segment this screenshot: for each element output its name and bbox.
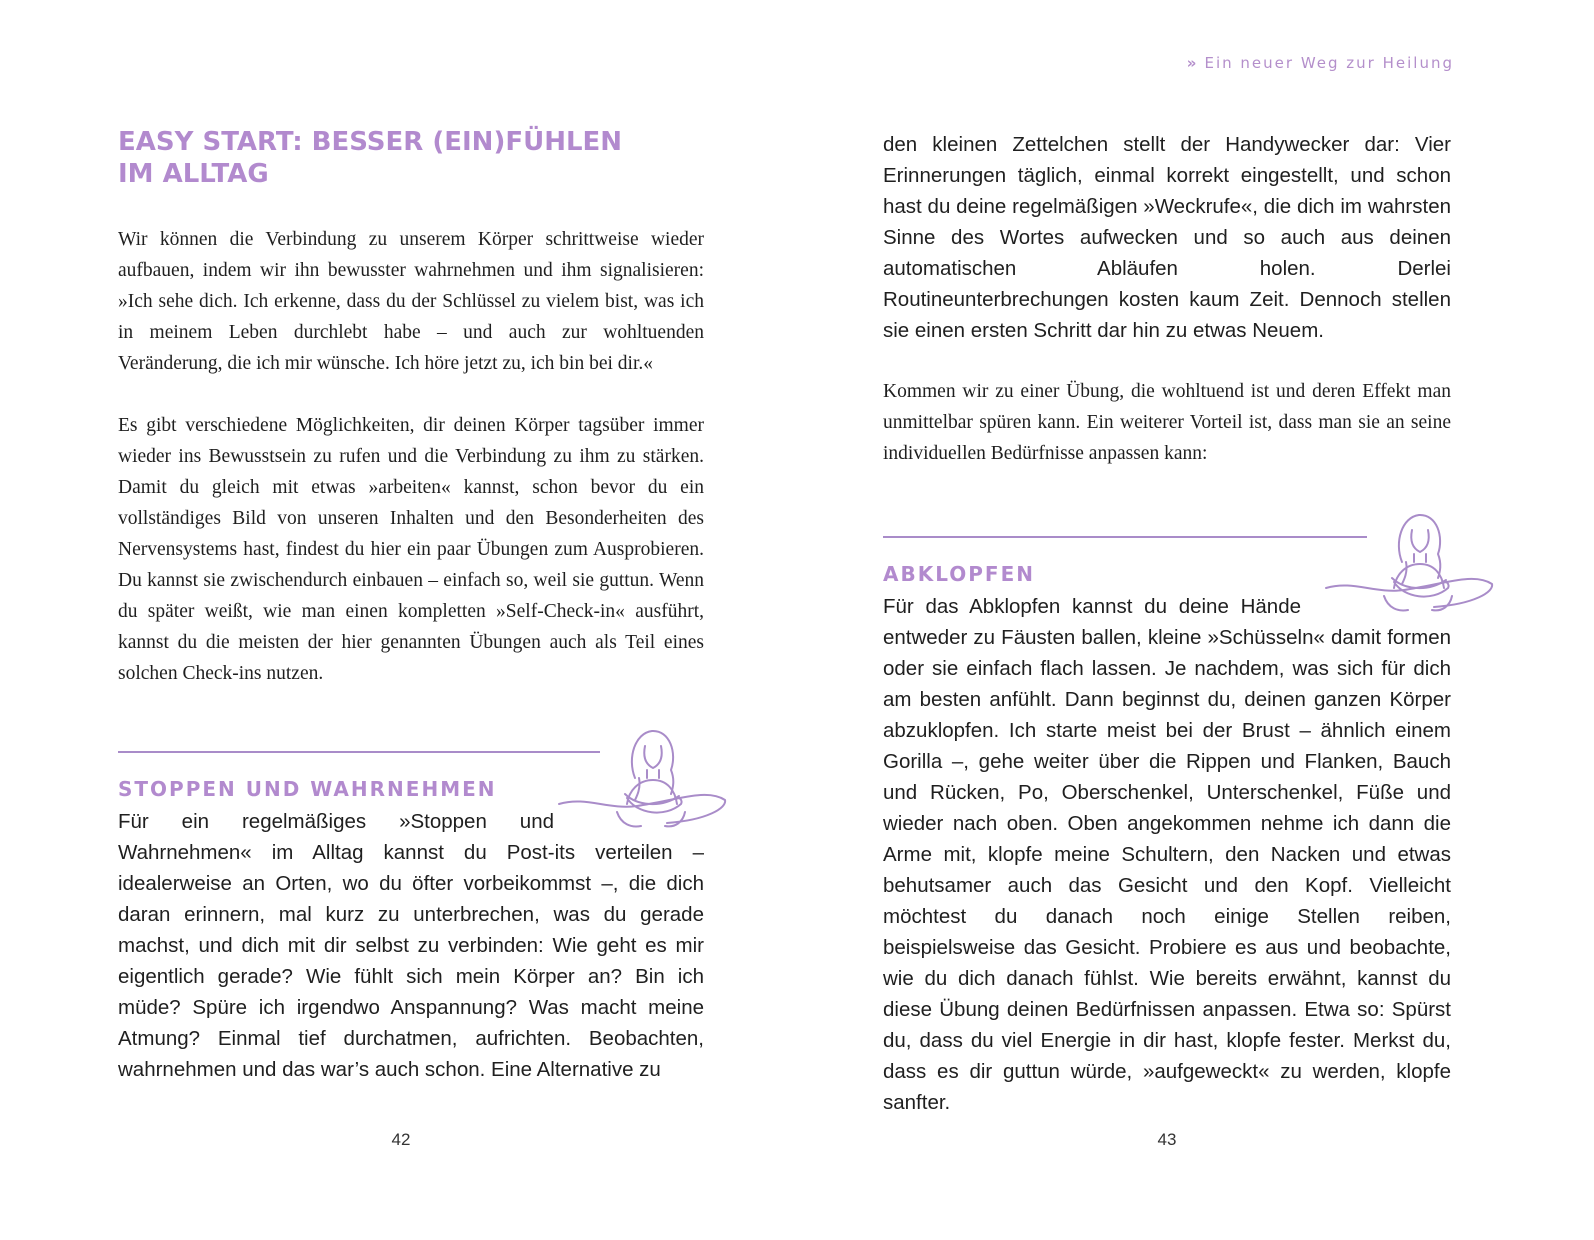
right-page: [797, 0, 1594, 1240]
running-head-text: Ein neuer Weg zur Heilung: [1204, 54, 1454, 72]
intro-paragraph: Wir können die Verbindung zu unserem Körper schrittweise wieder aufbauen, indem wir ihn bewusster wahrnehmen und ihm signalisieren: »Ich sehe dich. Ich erkenne, dass du der Schlüssel zu vielem bist, was ich in meinem Leben durchlebt habe – und auch zur wohltuenden Veränderung, die ich mir wünsche. Ich höre jetzt zu, ich bin bei dir.«: [118, 229, 704, 374]
section-divider: [883, 536, 1367, 538]
exercise-text-abklopfen-content: Für das Abklopfen kannst du deine Hände entweder zu Fäusten ballen, kleine »Schüsseln« damit formen oder sie einfach flach lassen. Je nachdem, was sich für dich am besten anfühlt. Dann beginnst du, deinen ganzen Körper abzuklopfen. Ich starte meist bei der Brust – ähnlich einem Gorilla –, gehe weiter über die Rippen und Flanken, Bauch und Rücken, Po, Oberschenkel, Unterschenkel, Füße und wieder nach oben. Oben angekommen nehme ich dann die Arme mit, klopfe meine Schultern, den Nacken und etwas behutsamer auch das Gesicht und den Kopf. Vielleicht möchtest du danach noch einige Stellen reiben, beispielsweise das Gesicht. Probiere es aus und beobachte, wie du dich danach fühlst. Wie bereits erwähnt, kannst du diese Übung deinen Bedürfnissen anpassen. Etwa so: Spürst du, dass du viel Energie in dir hast, klopfe fester. Merkst du, dass es dir guttun würde, »aufgeweckt« zu werden, klopfe sanfter.: [883, 595, 1451, 1114]
running-head-marker: »: [1186, 54, 1199, 72]
body-paragraph: Es gibt verschiedene Möglichkeiten, dir deinen Körper tagsüber immer wieder ins Bewusstsein zu rufen und die Verbindung zu ihm zu stärken. Damit du gleich mit etwas »arbeiten« kannst, schon bevor du ein vollständiges Bild von unseren Inhalten und den Besonderheiten des Nervensystems hast, findest du hier ein paar Übungen zum Ausprobieren. Du kannst sie zwischendurch einbauen – einfach so, weil sie guttun. Wenn du später weißt, wie man einen kompletten »Self-Check-in« ausführt, kannst du die meisten der hier genannten Übungen auch als Teil eines solchen Check-ins nutzen.: [118, 415, 704, 684]
chapter-title: EASY START: BESSER (EIN)FÜHLEN IM ALLTAG: [118, 127, 623, 189]
exercise-title-abklopfen: ABKLOPFEN: [883, 562, 1035, 586]
exercise-text-abklopfen: [883, 591, 1451, 1118]
figure-wrap-space: [554, 806, 704, 830]
exercise-intro-paragraph: Kommen wir zu einer Übung, die wohltuend ist und deren Effekt man unmittelbar spüren kann. Ein weiterer Vorteil ist, dass man sie an seine individuellen Bedürfnisse anpassen kann:: [883, 381, 1451, 464]
running-head: [1187, 54, 1454, 72]
exercise-title-stoppen: STOPPEN UND WAHRNEHMEN: [118, 777, 497, 801]
figure-wrap-space: [1301, 591, 1451, 615]
exercise-text-stoppen: [118, 806, 704, 1085]
continued-paragraph: den kleinen Zettelchen stellt der Handywecker dar: Vier Erinnerungen täglich, einmal korrekt eingestellt, und schon hast du deine regelmäßigen »Weckrufe«, die dich im wahrsten Sinne des Wortes aufwecken und so auch aus deinen automatischen Abläufen holen. Derlei Routineunterbrechungen kosten kaum Zeit. Dennoch stellen sie einen ersten Schritt dar hin zu etwas Neuem.: [883, 133, 1451, 342]
page-number-right: 43: [1157, 1130, 1177, 1149]
page-number-left: 42: [391, 1130, 411, 1149]
exercise-text-stoppen-content: Für ein regelmäßiges »Stoppen und Wahrnehmen« im Alltag kannst du Post-its verteilen – idealerweise an Orten, wo du öfter vorbeikommst –, die dich daran erinnern, mal kurz zu unterbrechen, was du gerade machst, und dich mit dir selbst zu verbinden: Wie geht es mir eigentlich gerade? Wie fühlt sich mein Körper an? Bin ich müde? Spüre ich irgendwo Anspannung? Was macht meine Atmung? Einmal tief durchatmen, aufrichten. Beobachten, wahrnehmen und das war’s auch schon. Eine Alternative zu: [118, 810, 704, 1081]
section-divider: [118, 751, 600, 753]
